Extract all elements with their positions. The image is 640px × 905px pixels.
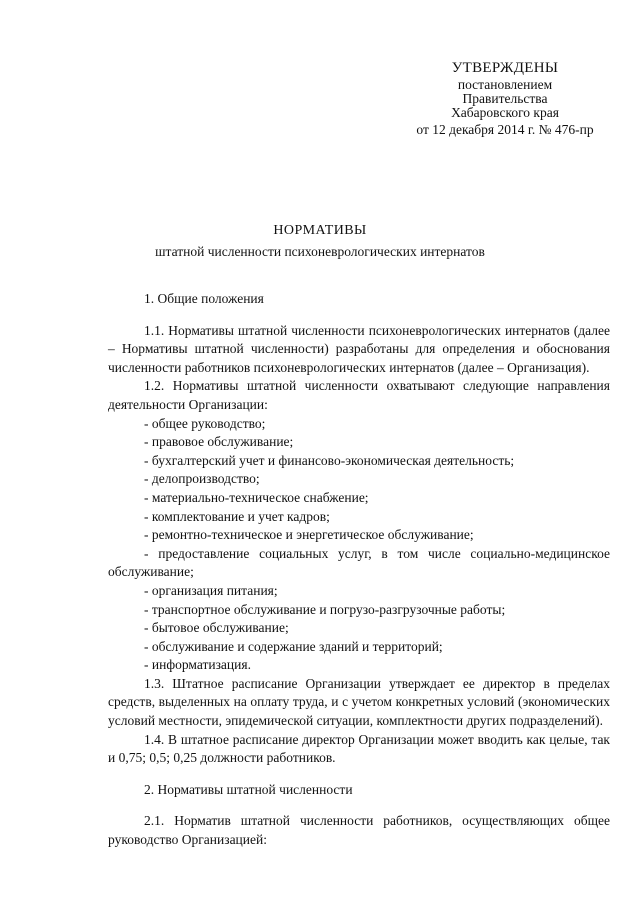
approval-title: УТВЕРЖДЕНЫ (451, 60, 559, 76)
list-item: - делопроизводство; (144, 471, 260, 487)
list-item: - бухгалтерский учет и финансово-экономическая деятельность; (144, 452, 515, 468)
paragraph-1-4: 1.4. В штатное расписание директор Организации может вводить как целые, так и 0,75; 0,5; 0,25 должности работников. (108, 731, 610, 766)
approval-line-2: Правительства (462, 91, 548, 106)
list-item: - обслуживание и содержание зданий и территорий; (144, 638, 443, 654)
list-item: - предоставление социальных услуг, в том числе социально-медицинское обслуживание; (108, 545, 610, 580)
document-body (108, 290, 610, 850)
list-item: - общее руководство; (144, 415, 266, 431)
list-item: - правовое обслуживание; (144, 434, 294, 450)
section-2-heading: 2. Нормативы штатной численности (144, 781, 353, 797)
list-item: - транспортное обслуживание и погрузо-разгрузочные работы; (144, 601, 506, 617)
approval-date: от 12 декабря 2014 г. № 476-пр (416, 122, 594, 137)
approval-line-3: Хабаровского края (451, 105, 559, 120)
approval-stamp (400, 58, 610, 139)
paragraph-1-3: 1.3. Штатное расписание Организации утверждает ее директор в пределах средств, выделенных на оплату труда, и с учетом конкретных условий (экономических условий местности, эпидемической ситуации, комплектности других подразделений). (108, 675, 610, 729)
section-1-heading: 1. Общие положения (144, 291, 264, 306)
list-item: - материально-техническое снабжение; (144, 489, 369, 505)
paragraph-2-1: 2.1. Норматив штатной численности работников, осуществляющих общее руководство Организацией: (108, 813, 610, 848)
list-item: - комплектование и учет кадров; (144, 508, 330, 524)
list-item: - ремонтно-техническое и энергетическое обслуживание; (144, 527, 474, 543)
document-subtitle: штатной численности психоневрологических интернатов (155, 244, 485, 259)
list-item: - организация питания; (144, 582, 278, 598)
paragraph-1-1: 1.1. Нормативы штатной численности психоневрологических интернатов (далее – Нормативы штатной численности) разработаны для определения и обоснования численности работников психоневрологических интернатов (далее – Организация). (108, 322, 610, 375)
list-item: - бытовое обслуживание; (144, 620, 289, 636)
paragraph-1-2: 1.2. Нормативы штатной численности охватывают следующие направления деятельности Организации: (108, 378, 610, 412)
approval-line-1: постановлением (457, 77, 553, 92)
document-title: НОРМАТИВЫ (273, 223, 367, 238)
list-item: - информатизация. (144, 657, 251, 673)
